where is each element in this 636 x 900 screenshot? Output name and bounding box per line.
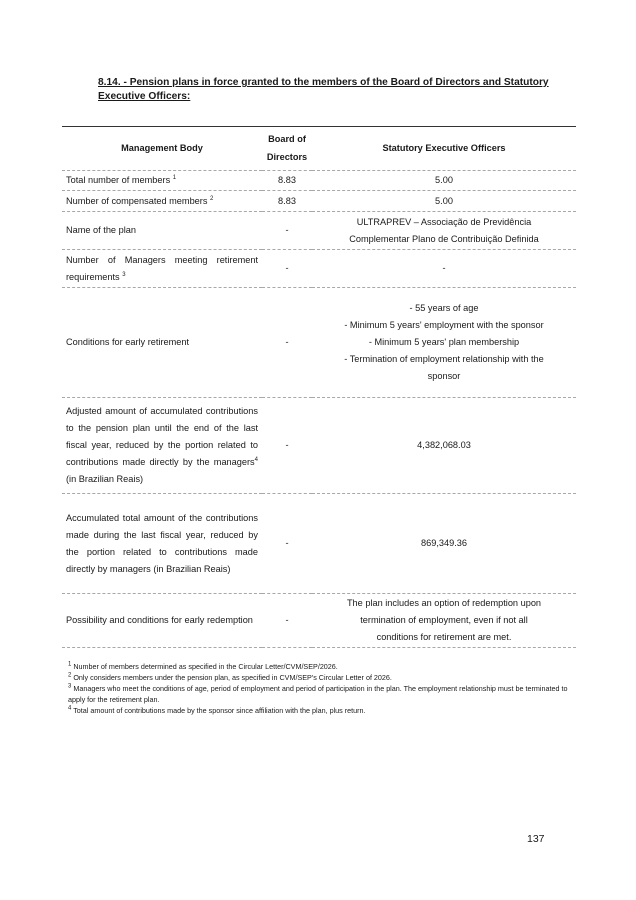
board-value: - [262, 250, 312, 288]
officers-value-line: 5.00 [435, 175, 453, 185]
footnote-number: 1 [68, 661, 72, 668]
footnote-ref: 3 [122, 271, 126, 278]
officers-value-line: - [442, 263, 446, 273]
table-row [62, 250, 576, 288]
board-value: 8.83 [262, 171, 312, 191]
footnotes [68, 661, 578, 716]
page-number: 137 [527, 833, 545, 845]
officers-value [312, 250, 576, 288]
pension-plans-table [62, 126, 576, 648]
header-management-body: Management Body [62, 127, 262, 171]
footnote-ref: 1 [172, 174, 177, 181]
table-row [62, 212, 576, 250]
header-board-of-directors: Board of Directors [262, 127, 312, 171]
officers-value-line: - Minimum 5 years' plan membership [368, 337, 520, 347]
officers-value [312, 494, 576, 594]
footnote-text: Total amount of contributions made by the sponsor since affiliation with the plan, plus return. [73, 706, 366, 715]
officers-value-line: sponsor [427, 371, 461, 381]
footnote [68, 661, 578, 672]
footnote [68, 683, 578, 705]
board-value: - [262, 398, 312, 494]
footnote [68, 705, 578, 716]
board-value: - [262, 288, 312, 398]
board-value: 8.83 [262, 191, 312, 212]
officers-value-line: 4,382,068.03 [417, 440, 471, 450]
officers-value-line: conditions for retirement are met. [376, 632, 512, 642]
header-statutory-executive-officers: Statutory Executive Officers [312, 127, 576, 171]
footnote-ref: 4 [254, 456, 258, 463]
board-value: - [262, 594, 312, 648]
footnote-number: 3 [68, 683, 72, 690]
footnote [68, 672, 578, 683]
row-label: Number of compensated members $^2$ [62, 191, 262, 212]
row-label: Conditions for early retirement [62, 288, 262, 398]
row-label: Number of Managers meeting retirement requirements $^3$ [62, 250, 262, 288]
row-label: Accumulated total amount of the contributions made during the last fiscal year, reduced by the portion related to contributions made directly by managers (in Brazilian Reais) [62, 494, 262, 594]
footnote-text: Only considers members under the pension plan, as specified in CVM/SEP's Circular Letter of 2026. [73, 673, 392, 682]
row-label: Adjusted amount of accumulated contributions to the pension plan until the end of the last fiscal year, reduced by the portion related to contributions made directly by the managers$^4$ (in Brazilian Reais) [62, 398, 262, 494]
footnote-ref: 2 [210, 195, 214, 202]
footnote-number: 2 [68, 672, 72, 679]
table-body [62, 171, 576, 648]
board-value: - [262, 494, 312, 594]
table-row [62, 288, 576, 398]
board-value: - [262, 212, 312, 250]
officers-value [312, 212, 576, 250]
officers-value-line: termination of employment, even if not all [360, 615, 528, 625]
officers-value-line: - 55 years of age [409, 303, 479, 313]
table-row [62, 191, 576, 212]
officers-value-line: Complementar Plano de Contribuição Definida [349, 233, 539, 244]
officers-value-line: 869,349.36 [421, 538, 467, 548]
section-heading: 8.14. - Pension plans in force granted to the members of the Board of Directors and Statutory Executive Officers: [98, 77, 549, 102]
officers-value-line: - Minimum 5 years' employment with the sponsor [344, 320, 544, 330]
table-row [62, 494, 576, 594]
footnote-text: Managers who meet the conditions of age, period of employment and period of participation in the plan. The employment relationship must be terminated to apply for the retirement plan. [68, 684, 568, 704]
row-label: Possibility and conditions for early redemption [62, 594, 262, 648]
officers-value-line: ULTRAPREV – Associação de Previdência [356, 216, 532, 227]
row-label: Total number of members $^1$ [62, 171, 262, 191]
officers-value-line: The plan includes an option of redemption upon [346, 598, 542, 608]
officers-value [312, 191, 576, 212]
table-row [62, 594, 576, 648]
officers-value [312, 594, 576, 648]
table-row [62, 398, 576, 494]
officers-value-line: 5.00 [435, 195, 453, 206]
footnote-text: Number of members determined as specified in the Circular Letter/CVM/SEP/2026. [73, 662, 338, 671]
officers-value [312, 171, 576, 191]
officers-value [312, 398, 576, 494]
table-row [62, 171, 576, 191]
table-header-row [62, 127, 576, 171]
officers-value-line: - Termination of employment relationship with the [344, 354, 544, 364]
officers-value [312, 288, 576, 398]
footnote-number: 4 [68, 705, 72, 712]
row-label: Name of the plan [62, 212, 262, 250]
